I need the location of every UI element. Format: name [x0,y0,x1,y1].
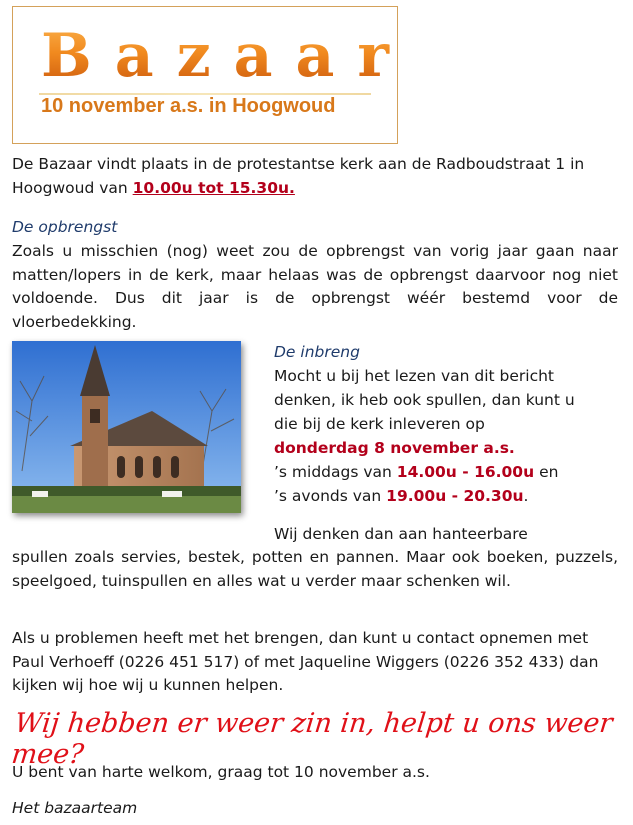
banner-title: Bazaar [41,21,413,91]
inbreng-line-2: denken, ik heb ook spullen, dan kunt u [274,391,575,409]
evening-time: 19.00u - 20.30u [386,487,524,505]
intro-paragraph [12,153,618,200]
banner-subtitle: 10 november a.s. in Hoogwoud [41,95,336,117]
church-image [12,341,241,513]
inbreng-date: donderdag 8 november a.s. [274,439,515,457]
welcome-text: U bent van harte welkom, graag tot 10 november a.s. [12,763,430,781]
evening-suffix: . [523,487,529,505]
evening-prefix: ’s avonds van [274,487,387,505]
church-photo [12,341,241,513]
intro-text: De Bazaar vindt plaats in de protestantse kerk aan de Radboudstraat 1 in Hoogwoud van [12,155,585,197]
opbrengst-heading: De opbrengst [12,218,118,236]
inbreng-continued-first: Wij denken dan aan hanteerbare [274,525,528,543]
inbreng-line-3: die bij de kerk inleveren op [274,415,485,433]
inbreng-line-1: Mocht u bij het lezen van dit bericht [274,367,555,385]
signature: Het bazaarteam [12,799,138,817]
opbrengst-paragraph: Zoals u misschien (nog) weet zou de opbrengst van vorig jaar gaan naar matten/lopers in de kerk, maar helaas was de opbrengst daarvoor nog niet voldoende. Dus dit jaar is de opbrengst wéér bestemd voor de vloerbedekking. [12,242,618,331]
inbreng-heading: De inbreng [274,343,360,361]
afternoon-suffix: en [534,463,559,481]
afternoon-prefix: ’s middags van [274,463,397,481]
intro-time-link[interactable]: 10.00u tot 15.30u. [132,178,295,197]
inbreng-afternoon [274,460,622,484]
slogan: Wij hebben er weer zin in, helpt u ons weer mee? [10,708,615,770]
bazaar-banner [12,6,413,144]
inbreng-continued-rest: spullen zoals servies, bestek, potten en pannen. Maar ook boeken, puzzels, speelgoed, tuinspullen en alles wat u verder maar schenken wil. [12,548,618,590]
inbreng-evening [274,484,622,508]
contact-paragraph: Als u problemen heeft met het brengen, dan kunt u contact opnemen met Paul Verhoeff (0226 451 517) of met Jaqueline Wiggers (0226 352 433) dan kijken wij hoe wij u kunnen helpen. [12,629,599,694]
afternoon-time: 14.00u - 16.00u [396,463,535,481]
